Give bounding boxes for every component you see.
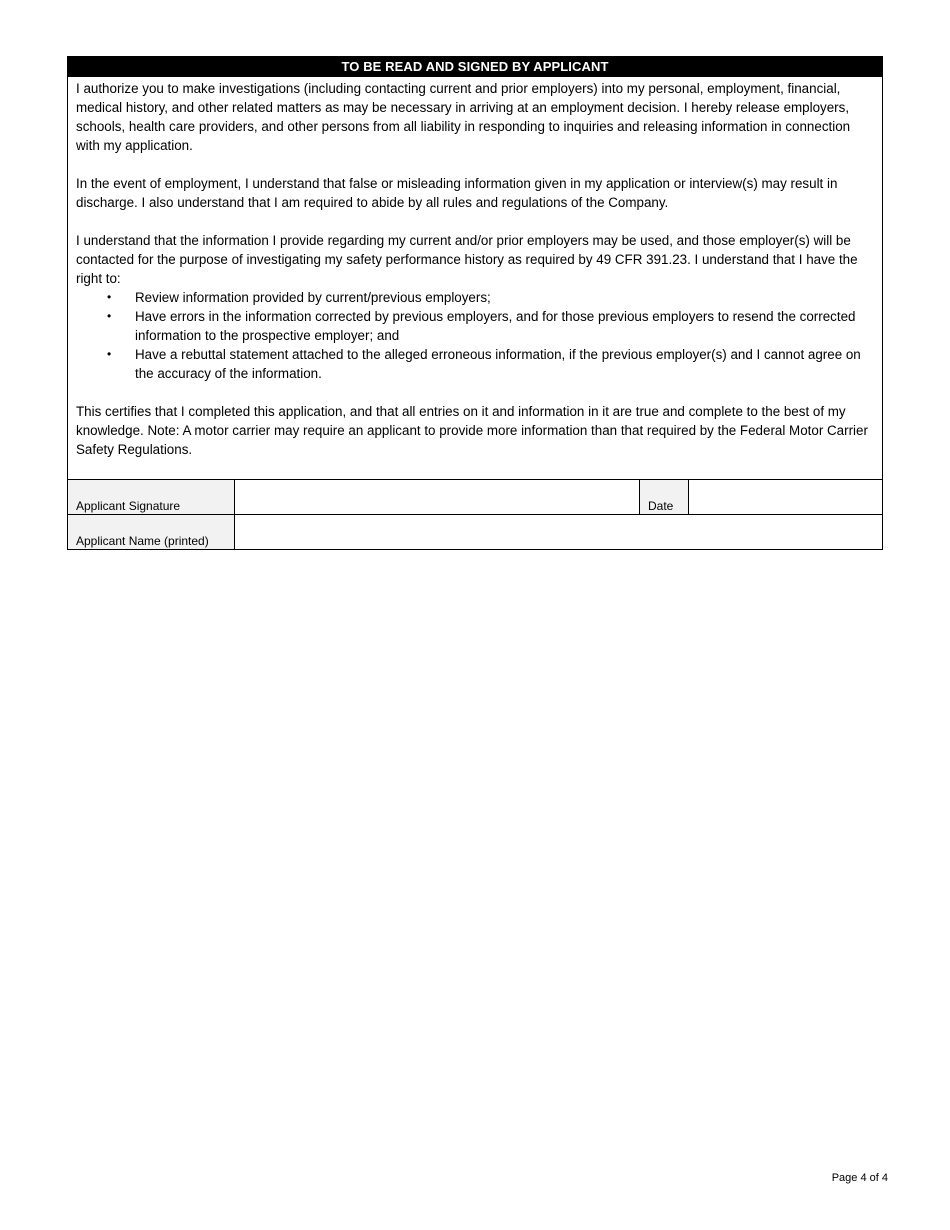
list-item-text: Have errors in the information corrected by previous employers, and for those previous employers to resend the corrected information to the prospective employer; and xyxy=(135,309,856,343)
signature-field[interactable] xyxy=(235,480,640,515)
signature-table xyxy=(68,479,882,549)
applicant-authorization-form xyxy=(67,56,883,550)
list-item-text: Review information provided by current/previous employers; xyxy=(135,290,491,305)
bullet-icon: • xyxy=(107,309,112,323)
certification-paragraph: This certifies that I completed this application, and that all entries on it and information in it are true and complete to the best of my knowledge. Note: A motor carrier may require an applicant to provide more information than that required by the Federal Motor Carrier Safety Regulations. xyxy=(76,404,868,457)
applicant-rights-list xyxy=(76,288,874,383)
printed-name-label: Applicant Name (printed) xyxy=(68,515,235,550)
form-body xyxy=(68,77,882,479)
date-field[interactable] xyxy=(689,480,883,515)
signature-row xyxy=(68,480,882,515)
authorization-paragraph: I authorize you to make investigations (including contacting current and prior employers) into my personal, employment, financial, medical history, and other related matters as may be necessary in arriving at an employment decision. I hereby release employers, schools, health care providers, and other persons from all liability in responding to inquiries and releasing information in connection with my application. xyxy=(76,81,851,153)
list-item xyxy=(76,307,874,345)
form-header: TO BE READ AND SIGNED BY APPLICANT xyxy=(68,57,882,77)
printed-name-field[interactable] xyxy=(235,515,883,550)
bullet-icon: • xyxy=(107,290,112,304)
printed-name-row xyxy=(68,515,882,550)
list-item xyxy=(76,288,874,307)
list-item xyxy=(76,345,874,383)
page-number: Page 4 of 4 xyxy=(831,1172,888,1184)
signature-label: Applicant Signature xyxy=(68,480,235,515)
date-label: Date xyxy=(640,480,689,515)
list-item-text: Have a rebuttal statement attached to the alleged erroneous information, if the previous employer(s) and I cannot agree on the accuracy of the information. xyxy=(135,347,861,381)
safety-history-paragraph: I understand that the information I provide regarding my current and/or prior employers may be used, and those employer(s) will be contacted for the purpose of investigating my safety performance history as required by 49 CFR 391.23. I understand that I have the right to: xyxy=(76,233,858,286)
bullet-icon: • xyxy=(107,347,112,361)
employment-terms-paragraph: In the event of employment, I understand that false or misleading information given in my application or interview(s) may result in discharge. I also understand that I am required to abide by all rules and regulations of the Company. xyxy=(76,176,838,210)
